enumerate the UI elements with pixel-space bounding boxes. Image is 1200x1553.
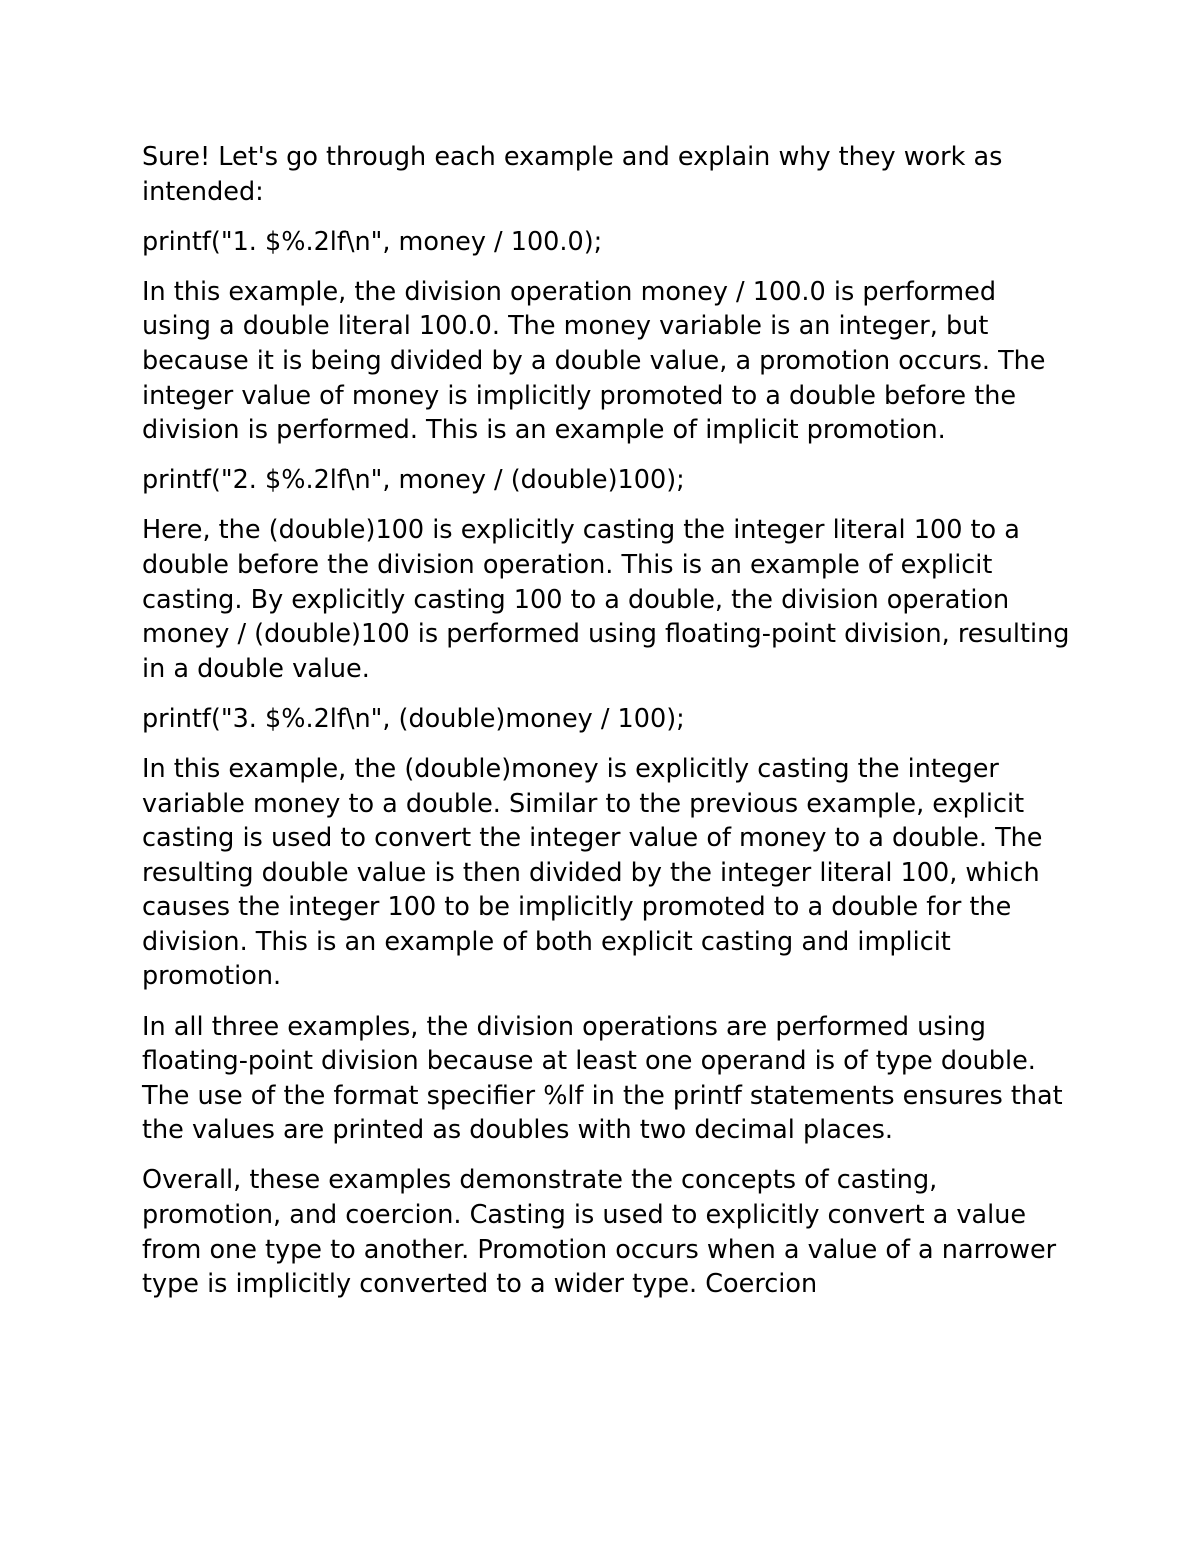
summary-paragraph: In all three examples, the division operations are performed using floating-point division because at least one operand is of type double. The use of the format specifier %lf in the printf statements ensures that the values are printed as doubles with two decimal places. xyxy=(142,1011,1063,1146)
code-line-example-2: printf("2. $%.2lf\n", money / (double)100); xyxy=(142,465,685,496)
explanation-example-2: Here, the (double)100 is explicitly casting the integer literal 100 to a double before the division operation. This is an example of explicit casting. By explicitly casting 100 to a double, the division operation money / (double)100 is performed using floating-point division, resulting in a double value. xyxy=(142,515,1070,684)
explanation-example-3: In this example, the (double)money is explicitly casting the integer variable money to a double. Similar to the previous example, explicit casting is used to convert the integer value of money to a double. The resulting double value is then divided by the integer literal 100, which causes the integer 100 to be implicitly promoted to a double for the division. This is an example of both explicit casting and implicit promotion. xyxy=(142,753,1043,992)
explanation-example-1: In this example, the division operation money / 100.0 is performed using a double literal 100.0. The money variable is an integer, but because it is being divided by a double value, a promotion occurs. The integer value of money is implicitly promoted to a double before the division is performed. This is an example of implicit promotion. xyxy=(142,276,1046,446)
intro-paragraph: Sure! Let's go through each example and explain why they work as intended: xyxy=(142,142,1003,207)
code-line-example-1: printf("1. $%.2lf\n", money / 100.0); xyxy=(142,226,603,257)
document-body xyxy=(142,140,1072,1317)
conclusion-paragraph: Overall, these examples demonstrate the concepts of casting, promotion, and coercion. Casting is used to explicitly convert a value from one type to another. Promotion occurs when a value of a narrower type is implicitly converted to a wider type. Coercion xyxy=(142,1165,1057,1300)
code-line-example-3: printf("3. $%.2lf\n", (double)money / 100); xyxy=(142,703,685,734)
